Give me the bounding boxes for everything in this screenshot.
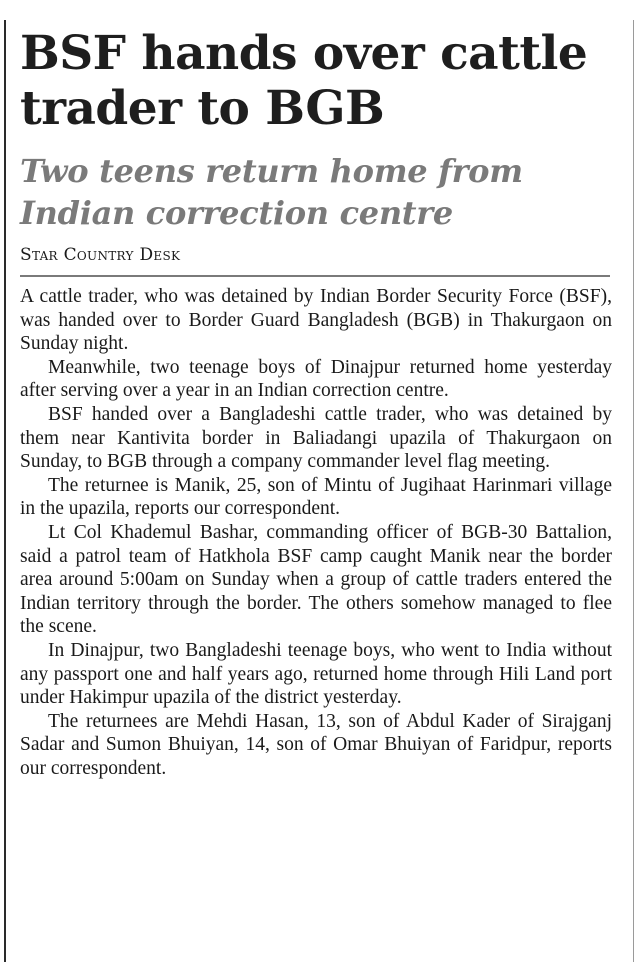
paragraph: In Dinajpur, two Bangladeshi teenage boys, who went to India without any passport one and half years ago, returned home through Hili Land port under Hakimpur upazila of the district yesterday. <box>20 639 612 709</box>
paragraph: Meanwhile, two teenage boys of Dinajpur returned home yesterday after serving over a year in an Indian correction centre. <box>20 356 612 402</box>
paragraph: Lt Col Khademul Bashar, commanding officer of BGB-30 Battalion, said a patrol team of Hatkhola BSF camp caught Manik near the border area around 5:00am on Sunday when a group of cattle traders entered the Indian territory through the border. The others somehow managed to flee the scene. <box>20 521 612 638</box>
paragraph: The returnees are Mehdi Hasan, 13, son of Abdul Kader of Sirajganj Sadar and Sumon Bhuiyan, 14, son of Omar Bhuiyan of Faridpur, reports our correspondent. <box>20 710 612 779</box>
paragraph: BSF handed over a Bangladeshi cattle trader, who was detained by them near Kantivita border in Baliadangi upazila of Thakurgaon on Sunday, to BGB through a company commander level flag meeting. <box>20 403 612 473</box>
column-rule-left <box>4 20 6 962</box>
column-rule-right <box>633 20 634 962</box>
article-body <box>20 285 612 780</box>
byline-divider <box>20 275 610 277</box>
paragraph: The returnee is Manik, 25, son of Mintu of Jugihaat Harinmari village in the upazila, reports our correspondent. <box>20 474 612 520</box>
headline: BSF hands over cattle trader to BGB <box>20 26 588 136</box>
paragraph: A cattle trader, who was detained by Indian Border Security Force (BSF), was handed over to Border Guard Bangladesh (BGB) in Thakurgaon on Sunday night. <box>20 286 612 355</box>
subheadline: Two teens return home from Indian correction centre <box>20 152 523 232</box>
byline: Star Country Desk <box>20 245 181 265</box>
